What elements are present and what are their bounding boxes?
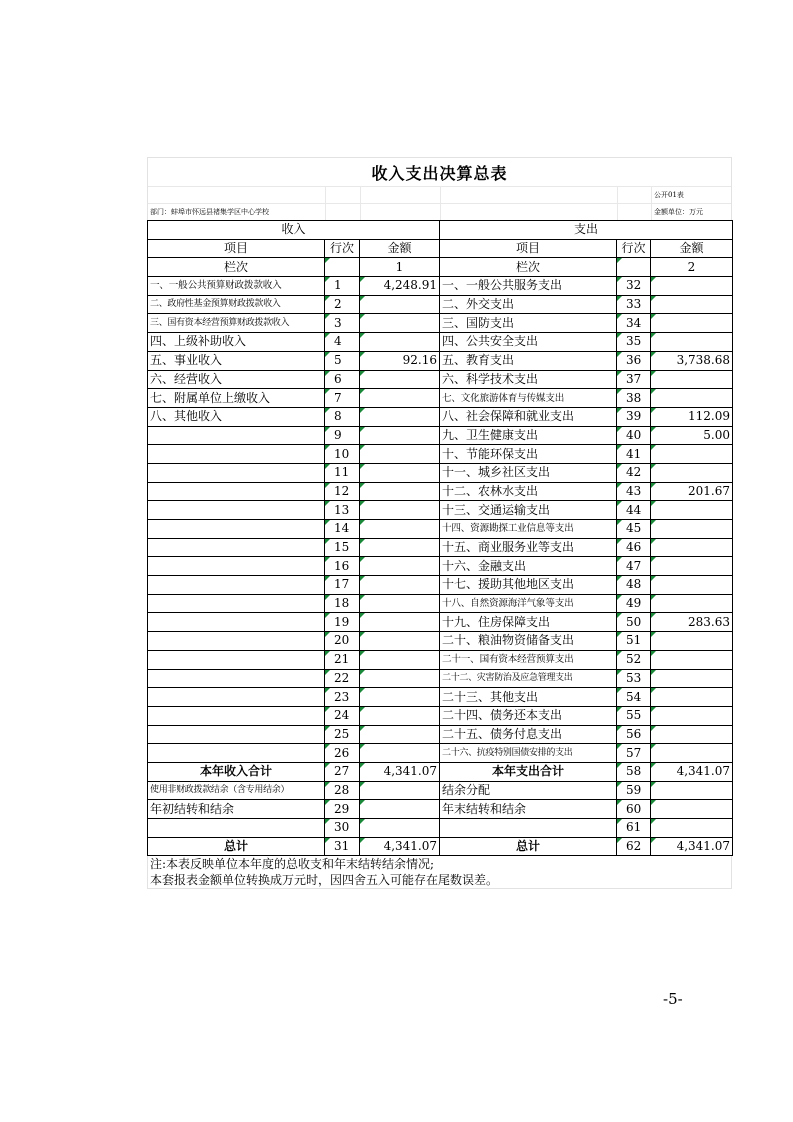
- form-code: 公开01表: [654, 191, 684, 199]
- income-item-cell: 三、国有资本经营预算财政拨款收入: [148, 314, 325, 333]
- income-expense-table: [147, 220, 733, 856]
- expense-amount-cell: [651, 520, 733, 539]
- expense-item-cell: 二、外交支出: [440, 295, 617, 314]
- income-amount-header: 金额: [360, 239, 440, 258]
- expense-item-cell: [440, 819, 617, 838]
- table-row: [148, 463, 733, 482]
- income-amount-cell: [360, 613, 440, 632]
- income-item-cell: [148, 482, 325, 501]
- expense-rowno-cell: 32: [617, 277, 651, 296]
- expense-item-cell: 本年支出合计: [440, 762, 617, 781]
- income-item-cell: [148, 669, 325, 688]
- income-rowno-cell: 11: [325, 463, 360, 482]
- expense-lanci-blank: [617, 258, 651, 277]
- table-row: [148, 277, 733, 296]
- unit-label: 金额单位：万元: [654, 208, 703, 216]
- income-amount-cell: [360, 295, 440, 314]
- expense-amount-cell: [651, 295, 733, 314]
- income-item-cell: 八、其他收入: [148, 407, 325, 426]
- expense-amount-cell: [651, 819, 733, 838]
- table-row: [148, 333, 733, 352]
- income-amount-cell: [360, 407, 440, 426]
- expense-item-cell: 十七、援助其他地区支出: [440, 576, 617, 595]
- expense-amount-cell: [651, 725, 733, 744]
- table-row: [148, 632, 733, 651]
- expense-rowno-cell: 48: [617, 576, 651, 595]
- expense-rowno-cell: 44: [617, 501, 651, 520]
- income-amount-cell: [360, 557, 440, 576]
- expense-rowno-cell: 33: [617, 295, 651, 314]
- expense-amount-cell: [651, 706, 733, 725]
- department-label: 部门：蚌埠市怀远县褚集学区中心学校: [150, 208, 269, 216]
- expense-amount-cell: 5.00: [651, 426, 733, 445]
- income-rowno-cell: 20: [325, 632, 360, 651]
- expense-item-cell: 二十三、其他支出: [440, 688, 617, 707]
- income-item-cell: 二、政府性基金预算财政拨款收入: [148, 295, 325, 314]
- income-amount-cell: [360, 781, 440, 800]
- expense-amount-cell: [651, 594, 733, 613]
- expense-amount-cell: 201.67: [651, 482, 733, 501]
- expense-item-cell: 年末结转和结余: [440, 800, 617, 819]
- table-row: [148, 744, 733, 763]
- expense-amount-cell: [651, 389, 733, 408]
- expense-amount-cell: [651, 370, 733, 389]
- expense-amount-cell: 4,341.07: [651, 837, 733, 856]
- notes: [147, 856, 732, 889]
- expense-item-cell: 四、公共安全支出: [440, 333, 617, 352]
- income-rowno-cell: 10: [325, 445, 360, 464]
- income-rowno-cell: 3: [325, 314, 360, 333]
- expense-item-cell: 二十四、债务还本支出: [440, 706, 617, 725]
- table-row: [148, 389, 733, 408]
- income-amount-cell: [360, 520, 440, 539]
- expense-item-header: 项目: [440, 239, 617, 258]
- table-row: [148, 669, 733, 688]
- expense-amount-cell: [651, 576, 733, 595]
- income-item-cell: [148, 557, 325, 576]
- expense-amount-cell: [651, 538, 733, 557]
- table-row: [148, 295, 733, 314]
- income-rowno-cell: 5: [325, 351, 360, 370]
- expense-amount-cell: 283.63: [651, 613, 733, 632]
- income-rowno-cell: 15: [325, 538, 360, 557]
- expense-rowno-cell: 57: [617, 744, 651, 763]
- table-row: [148, 762, 733, 781]
- note-line: 注:本表反映单位本年度的总收支和年末结转结余情况;: [150, 857, 435, 872]
- income-item-cell: 六、经营收入: [148, 370, 325, 389]
- expense-item-cell: 十八、自然资源海洋气象等支出: [440, 594, 617, 613]
- income-amount-cell: [360, 669, 440, 688]
- table-row: [148, 819, 733, 838]
- expense-rowno-cell: 61: [617, 819, 651, 838]
- expense-item-cell: 九、卫生健康支出: [440, 426, 617, 445]
- expense-amount-cell: [651, 277, 733, 296]
- income-item-cell: 四、上级补助收入: [148, 333, 325, 352]
- expense-item-cell: 二十二、灾害防治及应急管理支出: [440, 669, 617, 688]
- expense-rowno-cell: 36: [617, 351, 651, 370]
- income-amount-cell: [360, 370, 440, 389]
- income-rowno-cell: 12: [325, 482, 360, 501]
- income-amount-cell: 4,248.91: [360, 277, 440, 296]
- income-rowno-cell: 18: [325, 594, 360, 613]
- income-rowno-cell: 17: [325, 576, 360, 595]
- expense-amount-cell: [651, 333, 733, 352]
- income-rowno-cell: 13: [325, 501, 360, 520]
- lanci-row: [148, 258, 733, 277]
- income-lanci-blank: [325, 258, 360, 277]
- income-item-cell: [148, 445, 325, 464]
- income-item-cell: [148, 501, 325, 520]
- expense-rowno-cell: 43: [617, 482, 651, 501]
- expense-amount-cell: [651, 632, 733, 651]
- income-item-cell: [148, 632, 325, 651]
- income-rowno-cell: 24: [325, 706, 360, 725]
- section-header-row: [148, 221, 733, 240]
- expense-item-cell: 二十六、抗疫特别国债安排的支出: [440, 744, 617, 763]
- expense-item-cell: 十九、住房保障支出: [440, 613, 617, 632]
- income-rowno-cell: 28: [325, 781, 360, 800]
- income-amount-cell: [360, 426, 440, 445]
- expense-rowno-cell: 55: [617, 706, 651, 725]
- income-rowno-cell: 27: [325, 762, 360, 781]
- table-row: [148, 576, 733, 595]
- expense-rowno-cell: 35: [617, 333, 651, 352]
- income-amount-cell: [360, 445, 440, 464]
- expense-rowno-cell: 53: [617, 669, 651, 688]
- table-row: [148, 538, 733, 557]
- income-rowno-cell: 19: [325, 613, 360, 632]
- table-row: [148, 650, 733, 669]
- expense-lanci-label: 栏次: [440, 258, 617, 277]
- expense-item-cell: 结余分配: [440, 781, 617, 800]
- expense-item-cell: 十五、商业服务业等支出: [440, 538, 617, 557]
- income-amount-cell: [360, 650, 440, 669]
- income-section-header: 收入: [148, 221, 440, 240]
- income-rowno-cell: 31: [325, 837, 360, 856]
- income-item-cell: [148, 688, 325, 707]
- expense-item-cell: 总计: [440, 837, 617, 856]
- expense-rowno-cell: 51: [617, 632, 651, 651]
- note-line: 本套报表金额单位转换成万元时，因四舍五入可能存在尾数误差。: [150, 873, 499, 888]
- expense-item-cell: 十一、城乡社区支出: [440, 463, 617, 482]
- expense-item-cell: 十二、农林水支出: [440, 482, 617, 501]
- table-row: [148, 314, 733, 333]
- income-item-cell: [148, 725, 325, 744]
- expense-rowno-cell: 42: [617, 463, 651, 482]
- income-item-cell: [148, 650, 325, 669]
- expense-amount-cell: [651, 781, 733, 800]
- expense-section-header: 支出: [440, 221, 733, 240]
- income-rowno-cell: 8: [325, 407, 360, 426]
- table-row: [148, 370, 733, 389]
- income-rowno-cell: 22: [325, 669, 360, 688]
- expense-item-cell: 十六、金融支出: [440, 557, 617, 576]
- expense-rowno-cell: 34: [617, 314, 651, 333]
- expense-amount-cell: 3,738.68: [651, 351, 733, 370]
- expense-rowno-cell: 41: [617, 445, 651, 464]
- income-rowno-cell: 14: [325, 520, 360, 539]
- income-col-number: 1: [360, 258, 440, 277]
- income-amount-cell: 4,341.07: [360, 837, 440, 856]
- table-row: [148, 482, 733, 501]
- income-item-cell: [148, 594, 325, 613]
- table-row: [148, 781, 733, 800]
- expense-rowno-cell: 62: [617, 837, 651, 856]
- income-amount-cell: [360, 482, 440, 501]
- income-item-cell: [148, 613, 325, 632]
- income-rowno-cell: 25: [325, 725, 360, 744]
- income-amount-cell: [360, 819, 440, 838]
- income-amount-cell: [360, 501, 440, 520]
- table-row: [148, 426, 733, 445]
- expense-amount-cell: [651, 650, 733, 669]
- income-item-cell: 一、一般公共预算财政拨款收入: [148, 277, 325, 296]
- expense-item-cell: 二十五、债务付息支出: [440, 725, 617, 744]
- expense-rowno-cell: 50: [617, 613, 651, 632]
- expense-rowno-cell: 56: [617, 725, 651, 744]
- income-item-cell: [148, 744, 325, 763]
- expense-rowno-cell: 60: [617, 800, 651, 819]
- income-rowno-cell: 26: [325, 744, 360, 763]
- table-row: [148, 725, 733, 744]
- income-amount-cell: [360, 389, 440, 408]
- income-amount-cell: [360, 688, 440, 707]
- income-amount-cell: 92.16: [360, 351, 440, 370]
- expense-item-cell: 六、科学技术支出: [440, 370, 617, 389]
- income-amount-cell: [360, 576, 440, 595]
- income-lanci-label: 栏次: [148, 258, 325, 277]
- income-item-cell: 本年收入合计: [148, 762, 325, 781]
- expense-amount-cell: [651, 501, 733, 520]
- expense-rowno-header: 行次: [617, 239, 651, 258]
- income-rowno-cell: 6: [325, 370, 360, 389]
- income-rowno-cell: 30: [325, 819, 360, 838]
- expense-rowno-cell: 47: [617, 557, 651, 576]
- income-amount-cell: [360, 463, 440, 482]
- expense-amount-cell: [651, 688, 733, 707]
- expense-amount-cell: 112.09: [651, 407, 733, 426]
- expense-amount-cell: [651, 800, 733, 819]
- expense-item-cell: 七、文化旅游体育与传媒支出: [440, 389, 617, 408]
- table-row: [148, 688, 733, 707]
- expense-amount-cell: [651, 744, 733, 763]
- expense-rowno-cell: 37: [617, 370, 651, 389]
- expense-item-cell: 二十一、国有资本经营预算支出: [440, 650, 617, 669]
- expense-item-cell: 八、社会保障和就业支出: [440, 407, 617, 426]
- income-rowno-cell: 7: [325, 389, 360, 408]
- income-item-cell: [148, 706, 325, 725]
- expense-rowno-cell: 58: [617, 762, 651, 781]
- expense-amount-cell: [651, 445, 733, 464]
- expense-item-cell: 二十、粮油物资储备支出: [440, 632, 617, 651]
- expense-rowno-cell: 59: [617, 781, 651, 800]
- table-row: [148, 407, 733, 426]
- table-row: [148, 557, 733, 576]
- income-rowno-header: 行次: [325, 239, 360, 258]
- expense-amount-cell: 4,341.07: [651, 762, 733, 781]
- expense-col-number: 2: [651, 258, 733, 277]
- expense-amount-cell: [651, 557, 733, 576]
- report-sheet: [147, 157, 732, 889]
- income-amount-cell: [360, 594, 440, 613]
- income-item-cell: [148, 463, 325, 482]
- income-amount-cell: [360, 314, 440, 333]
- table-row: [148, 706, 733, 725]
- income-item-cell: 使用非财政拨款结余（含专用结余）: [148, 781, 325, 800]
- expense-amount-cell: [651, 669, 733, 688]
- income-rowno-cell: 23: [325, 688, 360, 707]
- expense-rowno-cell: 40: [617, 426, 651, 445]
- income-item-cell: [148, 520, 325, 539]
- income-amount-cell: [360, 632, 440, 651]
- table-row: [148, 613, 733, 632]
- table-row: [148, 501, 733, 520]
- income-item-header: 项目: [148, 239, 325, 258]
- income-amount-cell: [360, 333, 440, 352]
- table-row: [148, 837, 733, 856]
- expense-rowno-cell: 49: [617, 594, 651, 613]
- income-item-cell: [148, 576, 325, 595]
- income-item-cell: [148, 819, 325, 838]
- income-amount-cell: 4,341.07: [360, 762, 440, 781]
- income-rowno-cell: 2: [325, 295, 360, 314]
- expense-item-cell: 十、节能环保支出: [440, 445, 617, 464]
- income-amount-cell: [360, 706, 440, 725]
- expense-item-cell: 十三、交通运输支出: [440, 501, 617, 520]
- expense-rowno-cell: 52: [617, 650, 651, 669]
- income-rowno-cell: 1: [325, 277, 360, 296]
- expense-item-cell: 一、一般公共服务支出: [440, 277, 617, 296]
- expense-rowno-cell: 46: [617, 538, 651, 557]
- report-title: 收入支出决算总表: [147, 157, 732, 186]
- income-amount-cell: [360, 725, 440, 744]
- income-item-cell: 总计: [148, 837, 325, 856]
- income-amount-cell: [360, 538, 440, 557]
- income-amount-cell: [360, 744, 440, 763]
- expense-amount-cell: [651, 463, 733, 482]
- income-rowno-cell: 9: [325, 426, 360, 445]
- expense-amount-header: 金额: [651, 239, 733, 258]
- income-item-cell: 五、事业收入: [148, 351, 325, 370]
- expense-rowno-cell: 45: [617, 520, 651, 539]
- expense-amount-cell: [651, 314, 733, 333]
- table-row: [148, 351, 733, 370]
- income-rowno-cell: 29: [325, 800, 360, 819]
- expense-item-cell: 十四、资源勘探工业信息等支出: [440, 520, 617, 539]
- income-rowno-cell: 16: [325, 557, 360, 576]
- income-rowno-cell: 21: [325, 650, 360, 669]
- expense-item-cell: 五、教育支出: [440, 351, 617, 370]
- expense-rowno-cell: 38: [617, 389, 651, 408]
- income-item-cell: 年初结转和结余: [148, 800, 325, 819]
- income-item-cell: [148, 426, 325, 445]
- income-item-cell: 七、附属单位上缴收入: [148, 389, 325, 408]
- expense-rowno-cell: 39: [617, 407, 651, 426]
- expense-item-cell: 三、国防支出: [440, 314, 617, 333]
- table-row: [148, 594, 733, 613]
- table-row: [148, 520, 733, 539]
- report-meta: [147, 186, 732, 220]
- income-rowno-cell: 4: [325, 333, 360, 352]
- table-row: [148, 800, 733, 819]
- column-header-row: [148, 239, 733, 258]
- page-number: -5-: [663, 990, 683, 1008]
- expense-rowno-cell: 54: [617, 688, 651, 707]
- income-item-cell: [148, 538, 325, 557]
- table-row: [148, 445, 733, 464]
- income-amount-cell: [360, 800, 440, 819]
